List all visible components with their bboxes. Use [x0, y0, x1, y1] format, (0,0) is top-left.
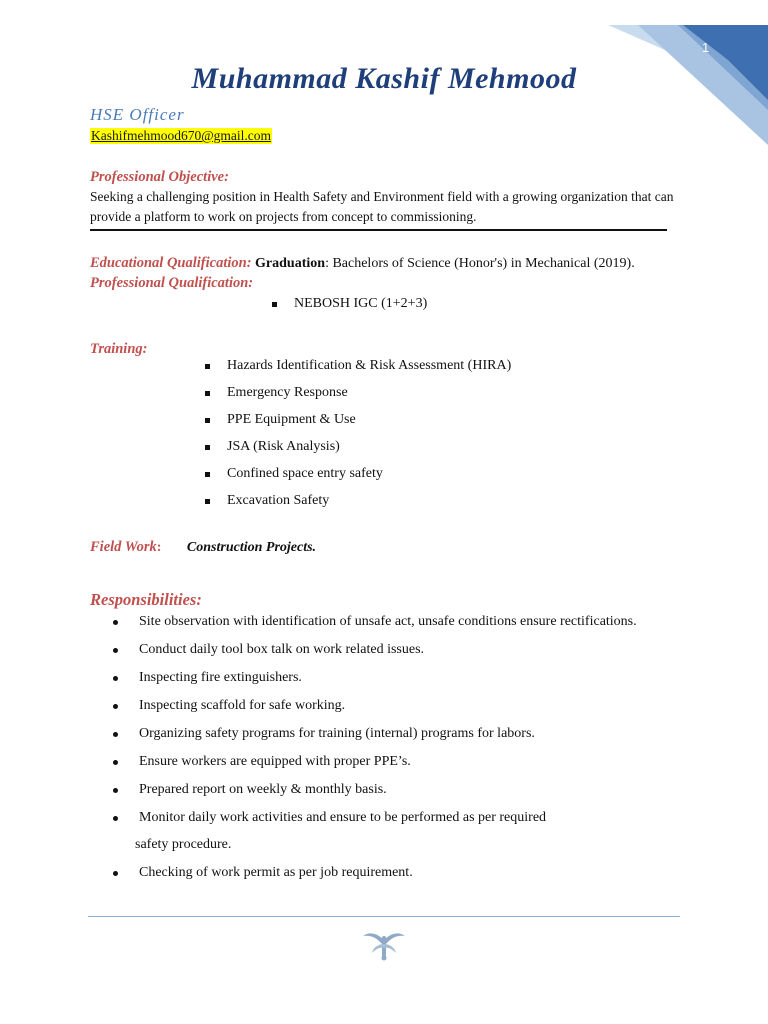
- round-bullet-icon: [113, 732, 118, 737]
- list-item: [113, 782, 387, 798]
- page-number: 1: [702, 40, 710, 55]
- section-divider: [90, 229, 667, 231]
- square-bullet-icon: [205, 391, 210, 396]
- responsibility-item: Monitor daily work activities and ensure to be performed as per required: [139, 810, 547, 825]
- education-detail: : Bachelors of Science (Honor's) in Mechanical (2019).: [325, 256, 635, 271]
- email-link[interactable]: Kashifmehmood670@gmail.com: [91, 128, 272, 143]
- field-work-value: Construction Projects.: [186, 540, 317, 555]
- responsibilities-heading: Responsibilities:: [90, 590, 202, 609]
- list-item: [205, 439, 340, 455]
- list-item: [205, 412, 356, 428]
- responsibility-item: Inspecting scaffold for safe working.: [139, 698, 346, 713]
- field-work-line: [90, 539, 316, 556]
- training-item: PPE Equipment & Use: [227, 412, 356, 427]
- field-work-heading: Field Work: [90, 539, 157, 555]
- footer-divider: [88, 916, 680, 917]
- education-degree: Graduation: [255, 256, 326, 271]
- training-item: JSA (Risk Analysis): [227, 439, 340, 454]
- list-item: [113, 698, 345, 714]
- list-item: [205, 466, 383, 482]
- responsibility-item: Conduct daily tool box talk on work related issues.: [139, 642, 425, 657]
- responsibility-item: Ensure workers are equipped with proper PPE’s.: [139, 754, 411, 769]
- list-item: [113, 865, 413, 881]
- list-item: [205, 493, 329, 509]
- square-bullet-icon: [205, 445, 210, 450]
- square-bullet-icon: [205, 418, 210, 423]
- training-heading: Training:: [90, 341, 148, 357]
- round-bullet-icon: [113, 816, 118, 821]
- responsibility-item: Checking of work permit as per job requirement.: [139, 865, 413, 880]
- square-bullet-icon: [205, 364, 210, 369]
- round-bullet-icon: [113, 704, 118, 709]
- training-item: Excavation Safety: [227, 493, 330, 508]
- square-bullet-icon: [205, 499, 210, 504]
- field-work-colon: :: [156, 540, 162, 555]
- responsibility-item: Site observation with identification of unsafe act, unsafe conditions ensure rectifications.: [139, 614, 637, 629]
- list-item: [113, 810, 546, 826]
- objective-text: Seeking a challenging position in Health Safety and Environment field with a growing organization that can provide a platform to work on projects from concept to commissioning.: [90, 189, 674, 224]
- training-item: Confined space entry safety: [227, 466, 383, 481]
- list-item: [272, 296, 427, 312]
- square-bullet-icon: [205, 472, 210, 477]
- responsibility-item: Inspecting fire extinguishers.: [139, 670, 302, 685]
- round-bullet-icon: [113, 620, 118, 625]
- training-item: Hazards Identification & Risk Assessment (HIRA): [227, 358, 512, 373]
- responsibility-item: Prepared report on weekly & monthly basis.: [139, 782, 387, 797]
- round-bullet-icon: [113, 676, 118, 681]
- square-bullet-icon: [272, 302, 277, 307]
- round-bullet-icon: [113, 760, 118, 765]
- objective-heading: Professional Objective:: [90, 169, 229, 185]
- qualification-item: NEBOSH IGC (1+2+3): [294, 296, 428, 311]
- candidate-name: Muhammad Kashif Mehmood: [191, 62, 577, 95]
- list-item: [113, 670, 302, 686]
- round-bullet-icon: [113, 648, 118, 653]
- round-bullet-icon: [113, 871, 118, 876]
- list-item: [205, 385, 348, 401]
- list-item: [113, 726, 535, 742]
- list-item: [205, 358, 511, 374]
- list-item: [113, 642, 424, 658]
- responsibility-item-continued: safety procedure.: [135, 837, 232, 852]
- training-item: Emergency Response: [227, 385, 348, 400]
- list-item: [113, 614, 637, 630]
- job-title: HSE Officer: [90, 105, 185, 124]
- list-item: [113, 754, 411, 770]
- professional-qualification-heading: Professional Qualification:: [90, 275, 254, 291]
- round-bullet-icon: [113, 788, 118, 793]
- education-line: [90, 255, 635, 272]
- tree-ornament-icon: [360, 926, 408, 962]
- education-heading: Educational Qualification:: [90, 255, 252, 271]
- responsibility-item: Organizing safety programs for training (internal) programs for labors.: [139, 726, 535, 741]
